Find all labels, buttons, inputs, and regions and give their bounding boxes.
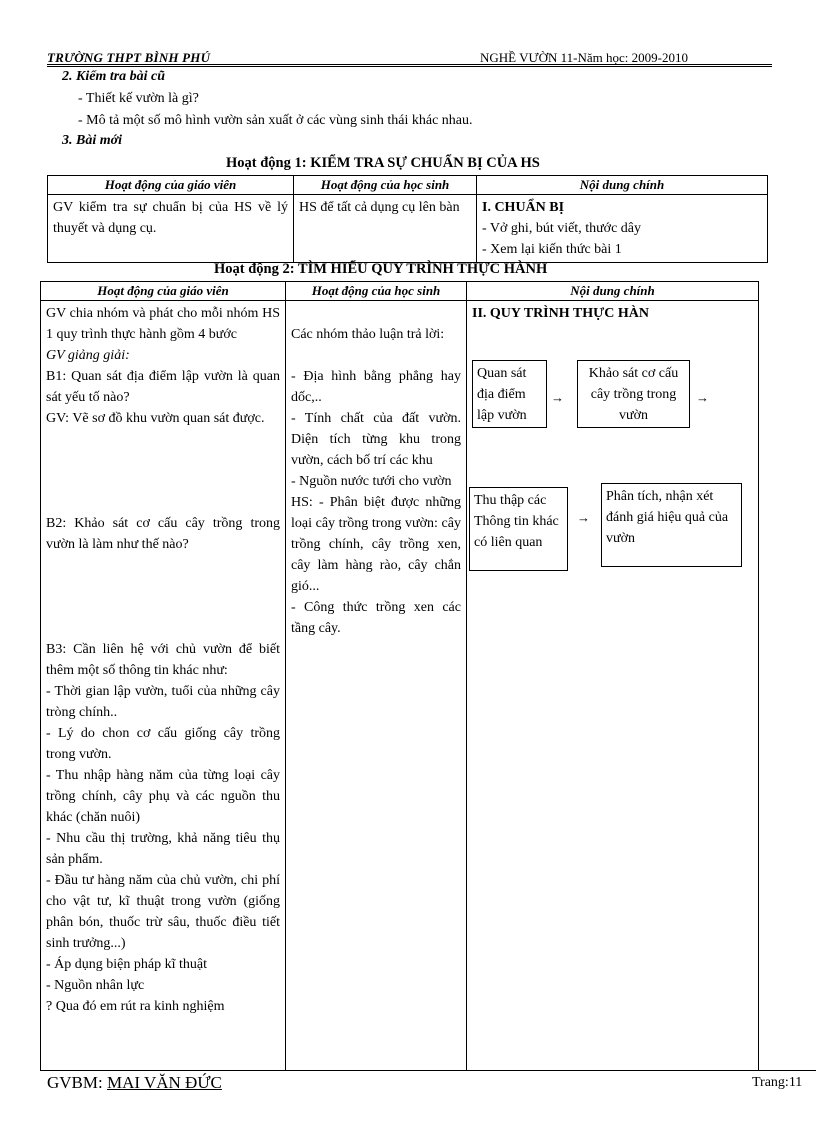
a1-header-content: Nội dung chính [477,176,768,195]
header-rule-bottom [47,66,772,67]
spacer [46,429,280,513]
a2-teacher-line: - Thời gian lập vườn, tuổi của những cây tròng chính.. [46,684,280,720]
flow-box-observe: Quan sát địa điểm lập vườn [472,360,547,428]
a2-teacher-line: GV chia nhóm và phát cho mỗi nhóm HS 1 quy trình thực hành gồm 4 bước [46,306,280,342]
teacher-name: MAI VĂN ĐỨC [106,1073,222,1092]
a2-teacher-line: B3: Cần liên hệ với chủ vườn để biết thêm một số thông tin khác như: [46,642,280,678]
a1-teacher-cell: GV kiểm tra sự chuẩn bị của HS về lý thuyết và dụng cụ. [48,195,294,263]
a2-teacher-line: B1: Quan sát địa điểm lập vườn là quan sát yếu tố nào? [46,369,280,405]
a1-header-teacher: Hoạt động của giáo viên [48,176,294,195]
a2-student-cell [286,301,467,1071]
a2-content-cell [467,301,759,1071]
review-question-2: - Mô tả một số mô hình vườn sản xuất ở các vùng sinh thái khác nhau. [78,113,473,128]
a1-header-student: Hoạt động của học sinh [294,176,477,195]
a2-teacher-line: GV giảng giải: [46,348,130,363]
flow-box-collect: Thu thập các Thông tin khác có liên quan [469,487,568,571]
a2-teacher-line: - Lý do chon cơ cấu giống cây trồng trong vườn. [46,726,280,762]
flow-arrow-1: → [551,390,564,405]
a2-teacher-line: B2: Khảo sát cơ cấu cây trồng trong vườn là làm như thế nào? [46,516,280,552]
a2-header-student: Hoạt động của học sinh [286,282,467,301]
activity-2-title: Hoạt động 2: TÌM HIỂU QUY TRÌNH THỰC HÀNH [214,261,548,277]
subject-header: NGHỀ VƯỜN 11-Năm học: 2009-2010 [480,50,688,65]
a2-header-teacher: Hoạt động của giáo viên [41,282,286,301]
footer-rule [47,1070,816,1071]
a2-student-line: - Địa hình bằng phẳng hay dốc,.. [291,369,461,405]
spacer [291,345,461,366]
activity-2-table [40,281,759,1071]
activity-1-title: Hoạt động 1: KIỂM TRA SỰ CHUẨN BỊ CỦA HS [226,155,540,171]
a1-student-cell: HS để tất cả dụng cụ lên bàn [294,195,477,263]
a2-student-line: HS: - Phân biệt được những loại cây trồng trong vườn: cây trồng chính, cây trồng xen, cây làm hàng rào, cây chắn gió... [291,495,461,594]
spacer [291,303,461,324]
page-number: Trang:11 [752,1075,803,1090]
section-3-title: 3. Bài mới [62,133,123,148]
a2-teacher-line: - Nguồn nhân lực [46,978,145,993]
activity-1-table [47,175,768,263]
a2-teacher-line: - Đầu tư hàng năm của chủ vườn, chi phí cho vật tư, kĩ thuật trong vườn (giống phân bón, thuốc trừ sâu, thuốc điều tiết sinh trưởng...) [46,873,280,951]
a2-teacher-cell [41,301,286,1071]
a2-header-content: Nội dung chính [467,282,759,301]
a1-content-item-2: - Xem lại kiến thức bài 1 [482,242,622,257]
spacer [46,555,280,639]
section-2-title: 2. Kiểm tra bài cũ [62,69,166,84]
a1-content-item-1: - Vở ghi, bút viết, thước dây [482,221,642,236]
a2-teacher-line: - Thu nhập hàng năm của từng loại cây trồng chính, cây phụ và các nguồn thu khác (chăn nuôi) [46,768,280,825]
a2-teacher-line: GV: Vẽ sơ đồ khu vườn quan sát được. [46,411,265,426]
a1-content-cell [477,195,768,263]
a2-student-line: - Nguồn nước tưới cho vườn [291,474,452,489]
a2-teacher-line: - Áp dụng biện pháp kĩ thuật [46,957,207,972]
header-rule-top [47,64,772,65]
a2-student-line: - Tính chất của đất vườn. Diện tích từng khu trong vườn, cách bố trí các khu [291,411,461,468]
school-name: TRƯỜNG THPT BÌNH PHÚ [47,50,211,65]
flow-box-survey: Khảo sát cơ cấu cây trồng trong vườn [577,360,690,428]
teacher-label: GVBM: [47,1073,103,1092]
a1-content-title: I. CHUẨN BỊ [482,200,565,215]
teacher-credit [47,1073,222,1093]
flow-box-analyze: Phân tích, nhận xét đánh giá hiệu quả của vườn [601,483,742,567]
flow-arrow-2: → [696,390,709,405]
flow-arrow-3: → [577,510,590,525]
a2-content-title: II. QUY TRÌNH THỰC HÀN [472,306,649,321]
a2-teacher-line: ? Qua đó em rút ra kinh nghiệm [46,999,225,1014]
review-question-1: - Thiết kế vườn là gì? [78,91,199,106]
a2-student-line: Các nhóm thảo luận trả lời: [291,327,445,342]
a2-teacher-line: - Nhu cầu thị trường, khả năng tiêu thụ sản phẩm. [46,831,280,867]
a2-student-line: - Công thức trồng xen các tầng cây. [291,600,461,636]
